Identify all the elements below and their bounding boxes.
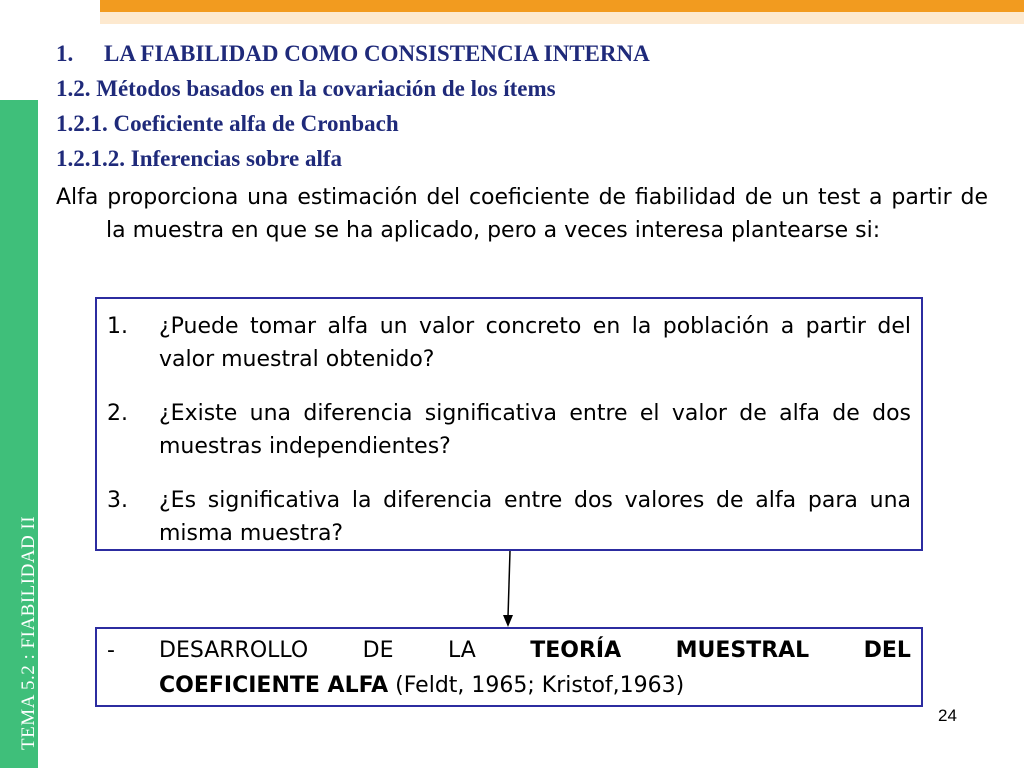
heading-text: LA FIABILIDAD COMO CONSISTENCIA INTERNA bbox=[104, 41, 650, 66]
dash-bullet: - bbox=[107, 638, 115, 663]
conclusion-word: DE bbox=[362, 638, 394, 663]
list-item bbox=[107, 310, 911, 376]
questions-list bbox=[97, 299, 921, 550]
conclusion-second-line bbox=[159, 668, 911, 703]
conclusion-text bbox=[159, 633, 911, 703]
conclusion-line bbox=[107, 633, 911, 703]
side-bar-label: TEMA 5.2 : FIABILIDAD II bbox=[18, 515, 39, 750]
questions-box bbox=[95, 297, 923, 551]
conclusion-citation: (Feldt, 1965; Kristof,1963) bbox=[388, 673, 685, 698]
conclusion-box bbox=[95, 627, 923, 707]
heading-number: 1. bbox=[56, 41, 74, 66]
item-text: ¿Es significativa la diferencia entre dos valores de alfa para una misma muestra? bbox=[159, 488, 911, 546]
conclusion-bold-word: MUESTRAL bbox=[675, 638, 810, 663]
heading-level-2: 1.2. Métodos basados en la covariación de los ítems bbox=[56, 76, 556, 101]
page-number: 24 bbox=[938, 706, 957, 725]
conclusion-word: DESARROLLO bbox=[159, 638, 309, 663]
item-text: ¿Existe una diferencia significativa entre el valor de alfa de dos muestras independientes? bbox=[159, 401, 911, 459]
conclusion-bold-word: DEL bbox=[863, 638, 911, 663]
intro-paragraph: Alfa proporciona una estimación del coeficiente de fiabilidad de un test a partir de la muestra en que se ha aplicado, pero a veces interesa plantearse si: bbox=[56, 185, 988, 243]
heading-level-3: 1.2.1. Coeficiente alfa de Cronbach bbox=[56, 111, 399, 136]
conclusion-bold-text: COEFICIENTE ALFA bbox=[159, 673, 389, 698]
conclusion-word: LA bbox=[447, 638, 476, 663]
item-number: 1. bbox=[107, 314, 128, 339]
item-number: 3. bbox=[107, 488, 128, 513]
top-accent-bar bbox=[100, 0, 1024, 12]
list-item bbox=[107, 397, 911, 463]
conclusion-first-line bbox=[159, 633, 911, 668]
section-headings bbox=[56, 36, 956, 176]
item-number: 2. bbox=[107, 401, 128, 426]
item-text: ¿Puede tomar alfa un valor concreto en la población a partir del valor muestral obtenido? bbox=[159, 314, 911, 372]
heading-level-4: 1.2.1.2. Inferencias sobre alfa bbox=[56, 146, 342, 171]
list-item bbox=[107, 484, 911, 550]
top-accent-bar-shadow bbox=[100, 12, 1024, 24]
conclusion-bold-word: TEORÍA bbox=[530, 638, 622, 663]
down-arrow-icon bbox=[490, 551, 530, 631]
heading-level-1 bbox=[56, 36, 956, 71]
